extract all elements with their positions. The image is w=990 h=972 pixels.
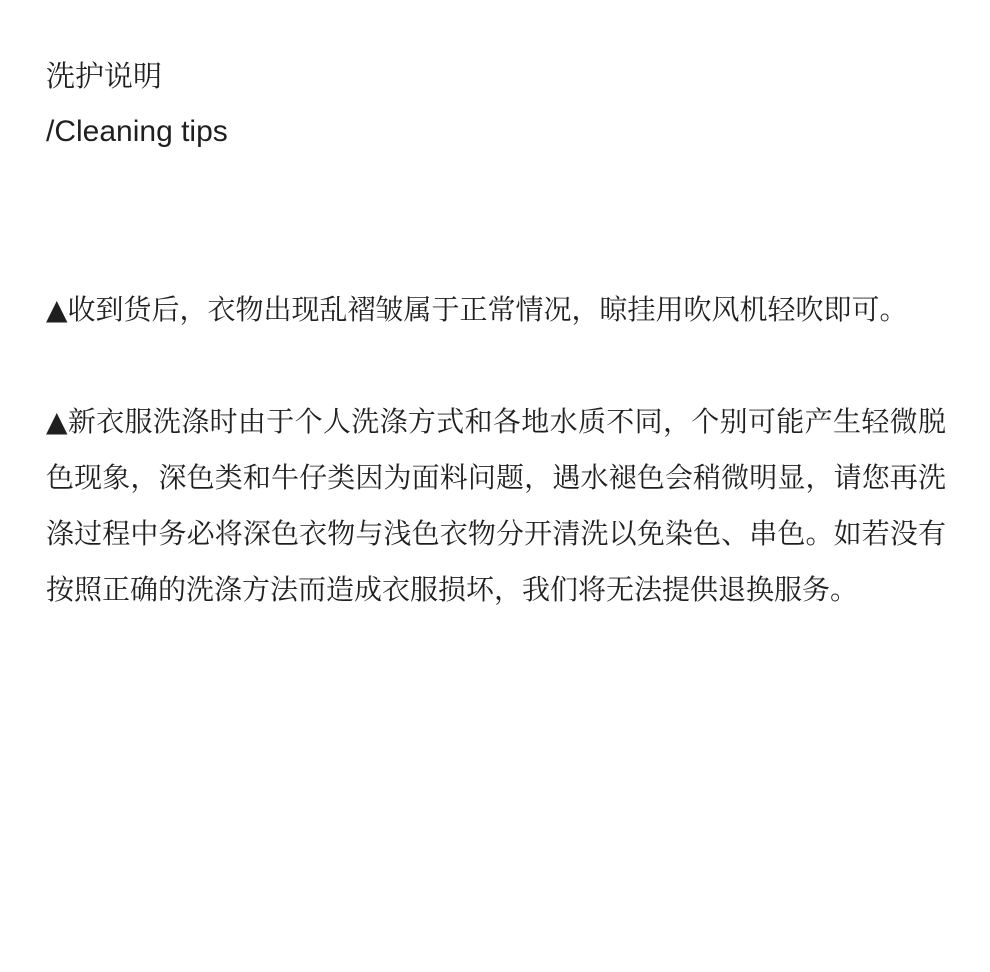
heading-chinese: 洗护说明 — [46, 59, 163, 93]
tips-list — [46, 282, 946, 618]
heading-english: /Cleaning tips — [46, 115, 228, 148]
section-heading — [46, 48, 946, 160]
tip-wrinkles: ▲收到货后，衣物出现乱褶皱属于正常情况，晾挂用吹风机轻吹即可。 — [46, 293, 908, 326]
tip-washing-fading: ▲新衣服洗涤时由于个人洗涤方式和各地水质不同，个别可能产生轻微脱色现象，深色类和牛仔类因为面料问题，遇水褪色会稍微明显，请您再洗涤过程中务必将深色衣物与浅色衣物分开清洗以免染色、串色。如若没有按照正确的洗涤方法而造成衣服损坏，我们将无法提供退换服务。 — [46, 405, 946, 606]
